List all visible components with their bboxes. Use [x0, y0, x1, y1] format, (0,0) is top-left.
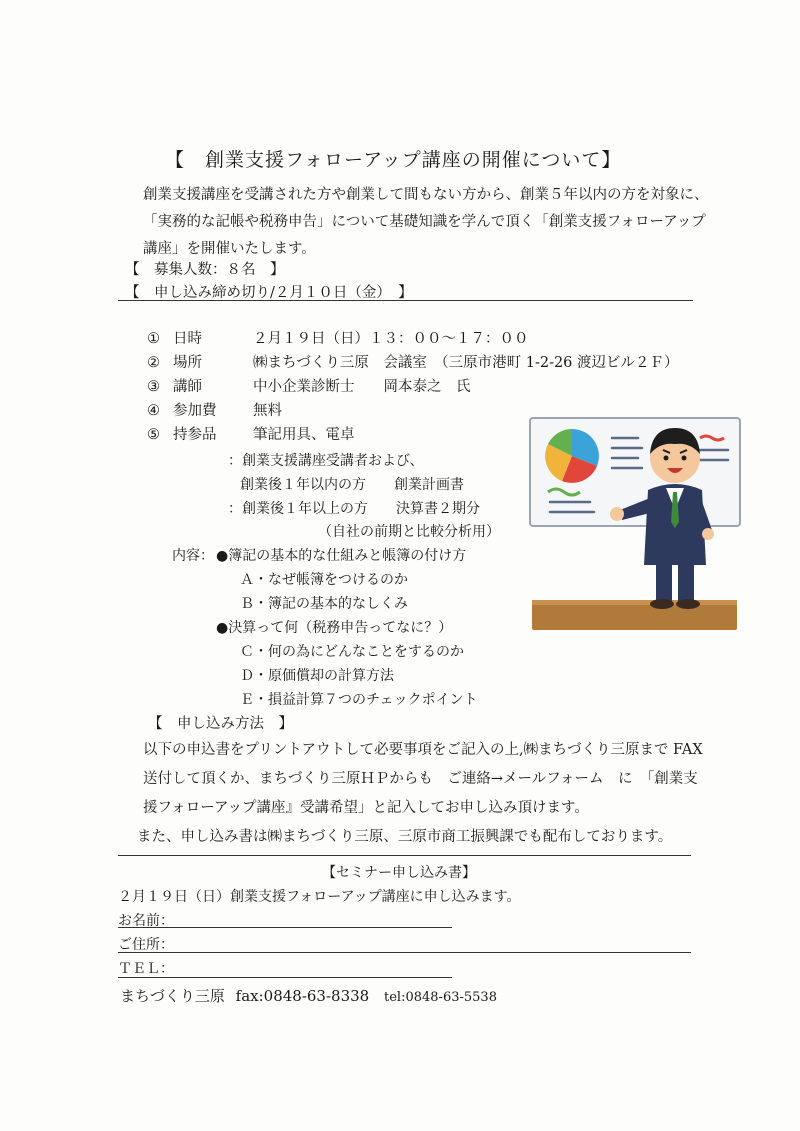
intro-line: 講座」を開催いたします。 [143, 241, 316, 257]
pie-chart-icon [545, 429, 599, 483]
detail-item-venue [147, 351, 679, 372]
tel-number: tel:0848-63-5538 [384, 990, 497, 1005]
item-label: 参加費 [173, 403, 217, 419]
org-name: まちづくり三原 [120, 987, 225, 1005]
item-label: 講師 [173, 379, 202, 395]
apply-heading: 【 申し込み方法 】 [148, 716, 293, 732]
item-number: ⑤ [147, 427, 160, 443]
item-number: ④ [147, 403, 160, 419]
detail-item-bring [147, 423, 355, 444]
content-line: Ｃ・何の為にどんなことをするのか [240, 644, 464, 660]
apply-line: 送付して頂くか、まちづくり三原ＨＰからも ご連絡→メールフォーム に 「創業支 [143, 771, 698, 787]
page-title: 【 創業支援フォローアップ講座の開催について】 [165, 149, 622, 171]
content-line: Ｂ・簿記の基本的なしくみ [240, 596, 408, 612]
bring-line: ：創業後１年以上の方 決算書２期分 [228, 501, 480, 517]
bring-line: （自社の前期と比較分析用） [318, 524, 500, 540]
address-line[interactable] [118, 952, 691, 953]
content-line: Ｄ・原価償却の計算方法 [240, 668, 394, 684]
intro-line: 「実務的な記帳や税務申告」について基礎知識を学んで頂く「創業支援フォローアップ [143, 214, 706, 230]
detail-item-lecturer [147, 375, 471, 396]
form-statement: ２月１９日（日）創業支援フォローアップ講座に申し込みます。 [118, 889, 521, 905]
form-heading: 【セミナー申し込み書】 [322, 865, 476, 881]
intro-paragraph [143, 182, 708, 263]
bring-line: ：創業支援講座受講者および、 [228, 453, 424, 469]
apply-line: 以下の申込書をプリントアウトして必要事項をご記入の上,㈱まちづくり三原まで FAX [143, 742, 703, 758]
intro-line: 創業支援講座を受講された方や創業して間もない方から、創業５年以内の方を対象に、 [143, 187, 709, 203]
content-label: 内容： [172, 548, 214, 564]
content-line: ●決算って何（税務申告ってなに？） [216, 620, 453, 636]
item-value: 筆記用具、電卓 [253, 427, 355, 443]
item-value: ２月１９日（日）１３：００～１７：００ [253, 331, 529, 347]
contact-footer [120, 985, 497, 1006]
address-label: ご住所： [118, 937, 174, 953]
apply-line: 援フォローアップ講座』受講希望」と記入してお申し込み頂けます。 [143, 800, 589, 816]
item-label: 日時 [173, 331, 202, 347]
content-line: Ｅ・損益計算７つのチェックポイント [240, 692, 478, 708]
item-label: 場所 [173, 355, 202, 371]
item-value: ㈱まちづくり三原 会議室 （三原市港町 1-2-26 渡辺ビル２Ｆ） [253, 355, 679, 371]
floor-stand-top [532, 600, 737, 605]
name-label: お名前： [118, 913, 174, 929]
fax-number: fax:0848-63-8338 [235, 987, 370, 1005]
item-label: 持参品 [173, 427, 217, 443]
item-value: 中小企業診断士 岡本泰之 氏 [253, 379, 471, 395]
apply-paragraph [137, 736, 703, 852]
content-line: ●簿記の基本的な仕組みと帳簿の付け方 [216, 548, 467, 564]
capacity-note: 【 募集人数：８名 】 [125, 262, 285, 278]
content-line: Ａ・なぜ帳簿をつけるのか [240, 572, 408, 588]
item-number: ② [147, 355, 160, 371]
item-value: 無料 [253, 403, 282, 419]
tel-label: ＴＥＬ： [118, 961, 174, 977]
name-line[interactable] [118, 927, 452, 928]
item-number: ③ [147, 379, 160, 395]
detail-item-fee [147, 399, 282, 420]
tel-line[interactable] [118, 977, 452, 978]
deadline-note: 【 申し込み締め切り/２月１０日（金） 】 [125, 285, 413, 301]
detail-item-datetime [147, 327, 529, 348]
item-number: ① [147, 331, 160, 347]
divider [118, 855, 691, 856]
presenter-illustration [520, 410, 750, 640]
divider [118, 300, 693, 301]
apply-line: また、申し込み書は㈱まちづくり三原、三原市商工振興課でも配布しております。 [137, 829, 673, 845]
bring-line: 創業後１年以内の方 創業計画書 [240, 477, 464, 493]
